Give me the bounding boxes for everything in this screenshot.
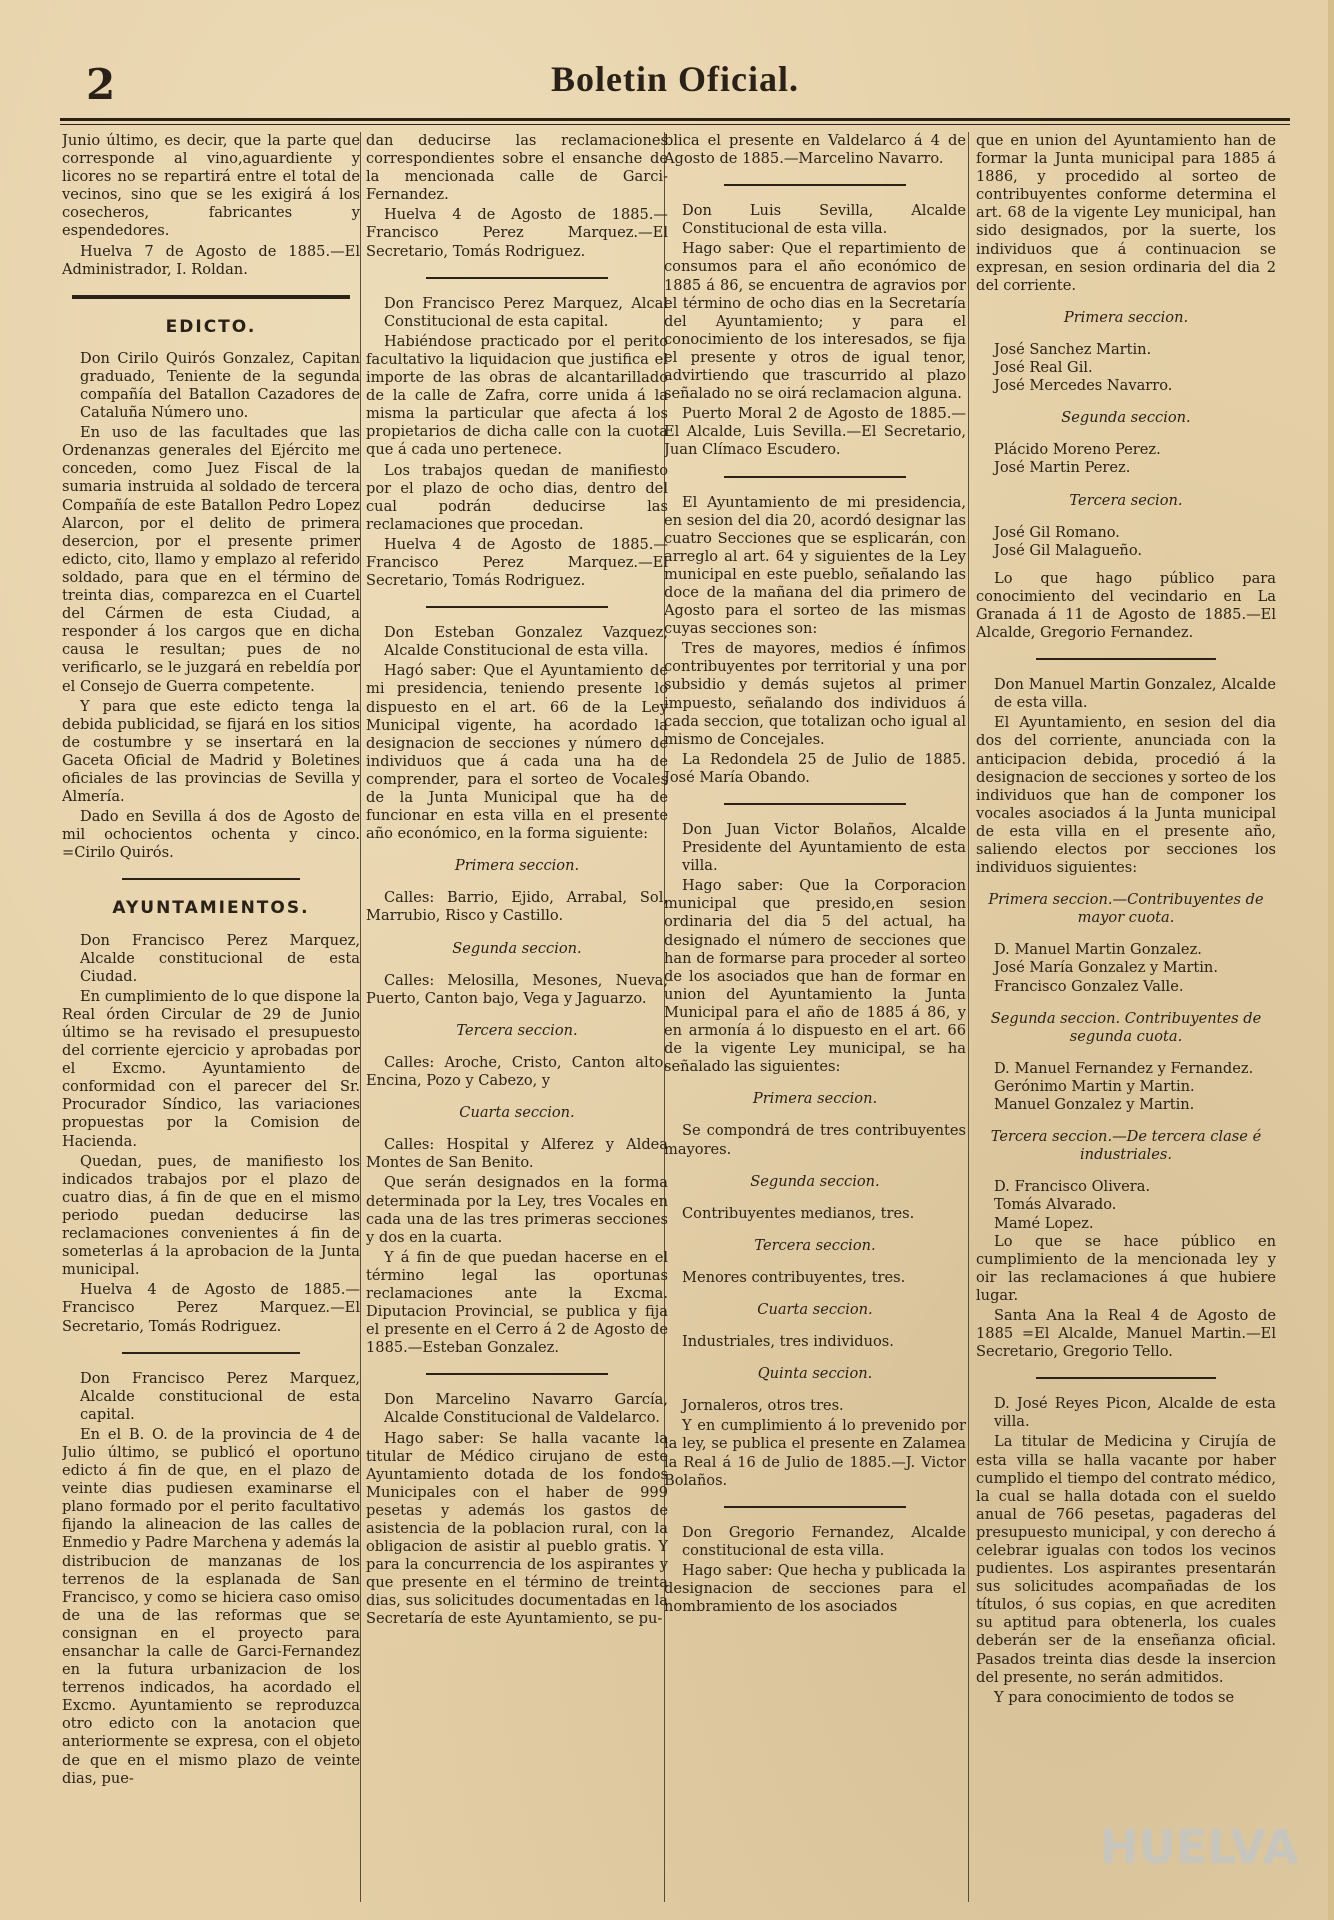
paragraph: El Ayuntamiento, en sesion del dia dos del corriente, anunciada con la anticipacion debida, procedió á la designacion de secciones y sorteo de los individuos que han de componer los vocales asociados á la Junta municipal de esta villa en el presente año, saliendo electos por secciones los individuos siguientes: <box>976 714 1276 877</box>
author-line: Don Gregorio Fernandez, Alcalde constitucional de esta villa. <box>682 1523 966 1559</box>
paragraph: Jornaleros, otros tres. <box>682 1397 844 1415</box>
page-header <box>60 52 1290 112</box>
section-label: Tercera secion. <box>1069 491 1183 509</box>
section-label: Segunda seccion. <box>452 939 582 957</box>
signature: Huelva 4 de Agosto de 1885.—Francisco Perez Marquez.—El Secretario, Tomás Rodriguez. <box>62 1281 360 1335</box>
person-name: D. Manuel Fernandez y Fernandez. <box>994 1059 1254 1077</box>
author-line: Don Juan Victor Bolaños, Alcalde Presidente del Ayuntamiento de esta villa. <box>682 821 966 875</box>
author-line: D. José Reyes Picon, Alcalde de esta villa. <box>994 1395 1276 1431</box>
section-separator <box>724 803 906 805</box>
signature: Lo que hago público para conocimiento del vecindario en La Granada á 11 de Agosto de 1885.—El Alcalde, Gregorio Fernandez. <box>976 569 1276 642</box>
paragraph: Se compondrá de tres contribuyentes mayores. <box>664 1122 966 1158</box>
section-separator <box>72 295 350 299</box>
paragraph: Los trabajos quedan de manifiesto por el plazo de ocho dias, dentro del cual podrán deducirse las reclamaciones que procedan. <box>366 461 668 533</box>
column-divider <box>968 132 969 1902</box>
paragraph: En cumplimiento de lo que dispone la Real órden Circular de 29 de Junio último se ha revisado el presupuesto del corriente ejercicio y aprobadas por el Excmo. Ayuntamiento de conformidad con el parecer del Sr. Procurador Síndico, las variaciones propuestas por la Comision de Hacienda. <box>62 987 360 1150</box>
section-separator <box>1036 658 1216 660</box>
paragraph: Y para que este edicto tenga la debida publicidad, se fijará en los sitios de costumbre y se insertará en la Gaceta Oficial de Madrid y Boletines oficiales de las provincias de Sevilla y Almería. <box>62 697 360 806</box>
paragraph: Quedan, pues, de manifiesto los indicados trabajos por el plazo de cuatro dias, á fin de que en el mismo periodo puedan deducirse las reclamaciones convenientes á fin de someterlas á la aprobacion de la Junta municipal. <box>62 1152 360 1279</box>
person-name: José Martin Perez. <box>994 459 1131 477</box>
paragraph: Hago saber: Que el repartimiento de consumos para el año económico de 1885 á 86, se encuentra de agravios por el término de ocho dias en la Secretaría del Ayuntamiento; y para el conocimiento de los interesados, se fija el presente y otros de igual tenor, advirtiendo que trascurrido al plazo señalado no se oirá reclamacion alguna. <box>664 240 966 403</box>
person-name: José Gil Malagueño. <box>994 541 1142 559</box>
author-line: Don Cirilo Quirós Gonzalez, Capitan graduado, Teniente de la segunda compañía del Batallon Cazadores de Cataluña Número uno. <box>80 349 360 422</box>
person-name: D. Manuel Martin Gonzalez. <box>994 941 1202 959</box>
person-name: Plácido Moreno Perez. <box>994 441 1161 459</box>
paragraph: Hagó saber: Que el Ayuntamiento de mi presidencia, teniendo presente lo dispuesto en el art. 66 de la Ley Municipal vigente, ha acordado la designacion de secciones y número de individuos que á cada una ha de comprender, para el sorteo de Vocales de la Junta Municipal que ha de funcionar en esta villa en el presente año económico, en la forma siguiente: <box>366 662 668 843</box>
column-1 <box>62 132 360 1902</box>
section-label: Cuarta seccion. <box>459 1104 575 1122</box>
paragraph: Contribuyentes medianos, tres. <box>682 1204 915 1222</box>
author-line: Don Francisco Perez Marquez, Alcalde constitucional de esta Ciudad. <box>80 931 360 985</box>
paragraph: La titular de Medicina y Cirujía de esta villa se halla vacante por haber cumplido el tiempo del contrato médico, la cual se halla dotada con el sueldo anual de 766 pesetas, pagaderas del presupuesto municipal, y con derecho á celebrar igualas con todos los vecinos pudientes. Los aspirantes presentarán sus solicitudes acompañadas de los títulos, ó sus copias, en que acrediten su aptitud para obtenerla, los cuales deberán ser de la enseñanza oficial. Pasados treinta dias desde la insercion del presente, no serán admitidos. <box>976 1433 1276 1686</box>
column-divider <box>360 132 361 1902</box>
person-name: Tomás Alvarado. <box>994 1196 1117 1214</box>
paragraph: Junio último, es decir, que la parte que corresponde al vino,aguardiente y licores no se repartirá entre el total de vecinos, sino que se les exigirá á los cosecheros, fabricantes y espendedores. <box>62 132 360 240</box>
header-rule-thin <box>60 124 1290 125</box>
paragraph: En el B. O. de la provincia de 4 de Julio último, se publicó el oportuno edicto á fin de que, en el plazo de veinte dias pudiesen examinarse el plano formado por el perito facultativo fijando la alineacion de las calles de Enmedio y Padre Marchena y además la distribucion de manzanas de los terrenos de la esplanada de San Francisco, y como se hiciera caso omiso de una de las reformas que se consignan en el proyecto para ensanchar la calle de Garci-Fernandez en la futura urbanizacion de los terrenos indicados, ha acordado el Excmo. Ayuntamiento se reproduzca otro edicto con la anotacion que anteriormente se expresa, con el objeto de que en el mismo plazo de veinte dias, pue- <box>62 1425 360 1787</box>
paragraph: Y para conocimiento de todos se <box>994 1688 1235 1706</box>
section-separator <box>426 1373 608 1375</box>
person-name: José Sanchez Martin. <box>994 340 1152 358</box>
section-heading-edicto: EDICTO. <box>165 316 257 337</box>
section-separator <box>426 277 608 279</box>
section-label: Tercera seccion.—De tercera clase é industriales. <box>990 1128 1262 1164</box>
section-separator <box>426 606 608 608</box>
paragraph: Hago saber: Que hecha y publicada la designacion de secciones para el nombramiento de los asociados <box>664 1561 966 1616</box>
paragraph: Y á fin de que puedan hacerse en el término legal las oportunas reclamaciones ante la Excma. Diputacion Provincial, se publica y fija el presente en el Cerro á 2 de Agosto de 1885.—Esteban Gonzalez. <box>366 1248 668 1357</box>
paragraph: dan deducirse las reclamaciones correspondientes sobre el ensanche de la mencionada calle de Garci-Fernandez. <box>366 132 668 204</box>
paragraph: Y en cumplimiento á lo prevenido por la ley, se publica el presente en Zalamea la Real á 16 de Julio de 1885.—J. Victor Bolaños. <box>664 1417 966 1489</box>
paragraph: Industriales, tres individuos. <box>682 1333 894 1351</box>
section-label: Cuarta seccion. <box>757 1300 873 1318</box>
paragraph: El Ayuntamiento de mi presidencia, en sesion del dia 20, acordó designar las cuatro Secciones que se esplicarán, con arreglo al art. 64 y siguientes de la Ley municipal en este pueblo, señalando las doce de la mañana del dia primero de Agosto para el sorteo de las mismas cuyas secciones son: <box>664 493 966 638</box>
column-2 <box>366 132 668 1902</box>
person-name: José Gil Romano. <box>994 523 1120 541</box>
signature: La Redondela 25 de Julio de 1885. José María Obando. <box>664 750 966 786</box>
signature: Dado en Sevilla á dos de Agosto de mil ochocientos ochenta y cinco. =Cirilo Quirós. <box>62 808 360 862</box>
paragraph: que en union del Ayuntamiento han de formar la Junta municipal para 1885 á 1886, y procedido al sorteo de contribuyentes conforme determina el art. 68 de la vigente Ley municipal, han sido designados, por la suerte, los individuos que á continuacion se expresan, en sesion ordinaria del dia 2 del corriente. <box>976 132 1276 294</box>
section-label: Quinta seccion. <box>757 1365 873 1383</box>
paragraph: blica el presente en Valdelarco á 4 de Agosto de 1885.—Marcelino Navarro. <box>664 132 966 168</box>
signature: Huelva 7 de Agosto de 1885.—El Administrador, I. Roldan. <box>62 242 360 278</box>
section-label: Primera seccion. <box>1063 308 1189 326</box>
section-label: Tercera seccion. <box>754 1236 876 1254</box>
person-name: Mamé Lopez. <box>994 1214 1094 1232</box>
person-name: Gerónimo Martin y Martin. <box>994 1077 1195 1095</box>
paragraph: Hago saber: Se halla vacante la titular de Médico cirujano de este Ayuntamiento dotada de los fondos Municipales con el haber de 999 pesetas y además los gastos de asistencia de la poblacion rural, con la obligacion de asistir al pueblo gratis. Y para la concurrencia de los aspirantes y que presente en el término de treinta dias, sus solicitudes documentadas en la Secretaría de este Ayuntamiento, se pu- <box>366 1429 668 1628</box>
author-line: Don Francisco Perez Marquez, Alcalde constitucional de esta capital. <box>80 1369 360 1423</box>
paragraph: En uso de las facultades que las Ordenanzas generales del Ejército me conceden, como Juez Fiscal de la sumaria instruida al soldado de tercera Compañía de este Batallon Pedro Lopez Alarcon, por el delito de primera desercion, por el presente primer edicto, cito, llamo y emplazo al referido soldado, para que en el término de treinta dias, comparezca en el Cuartel del Cármen de esta Ciudad, a responder á los cargos que en dicha causa le resultan; pues de no verificarlo, se le juzgará en rebeldía por el Consejo de Guerra competente. <box>62 424 360 695</box>
section-label: Segunda seccion. <box>1061 409 1191 427</box>
page-number: 2 <box>86 60 116 109</box>
person-name: Manuel Gonzalez y Martin. <box>994 1096 1195 1114</box>
author-line: Don Manuel Martin Gonzalez, Alcalde de esta villa. <box>994 676 1276 712</box>
person-name: José Mercedes Navarro. <box>994 377 1173 395</box>
author-line: Don Luis Sevilla, Alcalde Constitucional de esta villa. <box>682 202 966 238</box>
author-line: Don Esteban Gonzalez Vazquez, Alcalde Constitucional de esta villa. <box>384 624 668 660</box>
page-spine <box>1328 0 1334 1920</box>
author-line: Don Marcelino Navarro García, Alcalde Constitucional de Valdelarco. <box>384 1391 668 1427</box>
person-name: José María Gonzalez y Martin. <box>994 959 1218 977</box>
paragraph: Calles: Barrio, Ejido, Arrabal, Sol, Marrubio, Risco y Castillo. <box>366 889 668 925</box>
section-separator <box>122 1352 300 1354</box>
paragraph: Calles: Hospital y Alferez y Aldea Montes de San Benito. <box>366 1136 668 1172</box>
signature: Santa Ana la Real 4 de Agosto de 1885 =El Alcalde, Manuel Martin.—El Secretario, Gregorio Tello. <box>976 1306 1276 1361</box>
section-separator <box>724 476 906 478</box>
section-separator <box>122 878 300 880</box>
section-separator <box>724 184 906 186</box>
header-rule <box>60 118 1290 121</box>
masthead-title: Boletin Oficial. <box>551 59 799 99</box>
section-label: Segunda seccion. <box>750 1172 880 1190</box>
column-4 <box>976 132 1299 1902</box>
signature: Huelva 4 de Agosto de 1885.—Francisco Perez Marquez.—El Secretario, Tomás Rodriguez. <box>366 535 668 590</box>
paragraph: Calles: Aroche, Cristo, Canton alto, Encina, Pozo y Cabezo, y <box>366 1053 668 1090</box>
paragraph: Hago saber: Que la Corporacion municipal que presido,en sesion ordinaria del dia 5 del actual, ha designado el número de secciones que han de formarse para proceder al sorteo de los asociados que han de formar en union del Ayuntamiento la Junta Municipal para el año de 1885 á 86, y en armonía á lo dispuesto en el art. 66 de la vigente Ley municipal, se ha señalado las siguientes: <box>664 877 966 1076</box>
section-separator <box>724 1506 906 1508</box>
section-label: Primera seccion.—Contribuyentes de mayor cuota. <box>988 891 1264 927</box>
person-name: Francisco Gonzalez Valle. <box>994 977 1184 995</box>
column-3 <box>664 132 966 1902</box>
paragraph: Que serán designados en la forma determinada por la Ley, tres Vocales en cada una de las tres primeras secciones y dos en la cuarta. <box>366 1174 668 1246</box>
paragraph: Menores contribuyentes, tres. <box>682 1268 906 1286</box>
signature: Huelva 4 de Agosto de 1885.—Francisco Perez Marquez.—El Secretario, Tomás Rodriguez. <box>366 206 668 260</box>
archive-watermark: HUELVA <box>1100 1820 1299 1874</box>
section-heading-ayuntamientos: AYUNTAMIENTOS. <box>112 898 310 919</box>
paragraph: Lo que se hace público en cumplimiento de la mencionada ley y oir las reclamaciones á que hubiere lugar. <box>976 1232 1276 1304</box>
paragraph: Calles: Melosilla, Mesones, Nueva, Puerto, Canton bajo, Vega y Jaguarzo. <box>366 971 668 1007</box>
section-label: Primera seccion. <box>454 857 580 875</box>
person-name: José Real Gil. <box>994 359 1093 377</box>
paragraph: Habiéndose practicado por el perito facultativo la liquidacion que justifica el importe de las obras de alcantarillado de la calle de Zafra, corre unida á la misma la particular que afecta á los propietarios de dicha calle con la cuota que á cada uno pertenece. <box>366 332 668 459</box>
section-label: Segunda seccion. Contribuyentes de segunda cuota. <box>990 1009 1262 1045</box>
section-separator <box>1036 1377 1216 1379</box>
author-line: Don Francisco Perez Marquez, Alcal Constitucional de esta capital. <box>384 294 668 330</box>
section-label: Primera seccion. <box>752 1090 878 1108</box>
person-name: D. Francisco Olivera. <box>994 1178 1151 1196</box>
paragraph: Tres de mayores, medios é ínfimos contribuyentes por territorial y una por subsidio y demás sujetos al primer impuesto, señalando dos individuos á cada seccion, que totalizan ocho igual al mismo de Concejales. <box>664 640 966 748</box>
signature: Puerto Moral 2 de Agosto de 1885.—El Alcalde, Luis Sevilla.—El Secretario, Juan Clímaco Escudero. <box>664 405 966 459</box>
section-label: Tercera seccion. <box>456 1021 578 1039</box>
